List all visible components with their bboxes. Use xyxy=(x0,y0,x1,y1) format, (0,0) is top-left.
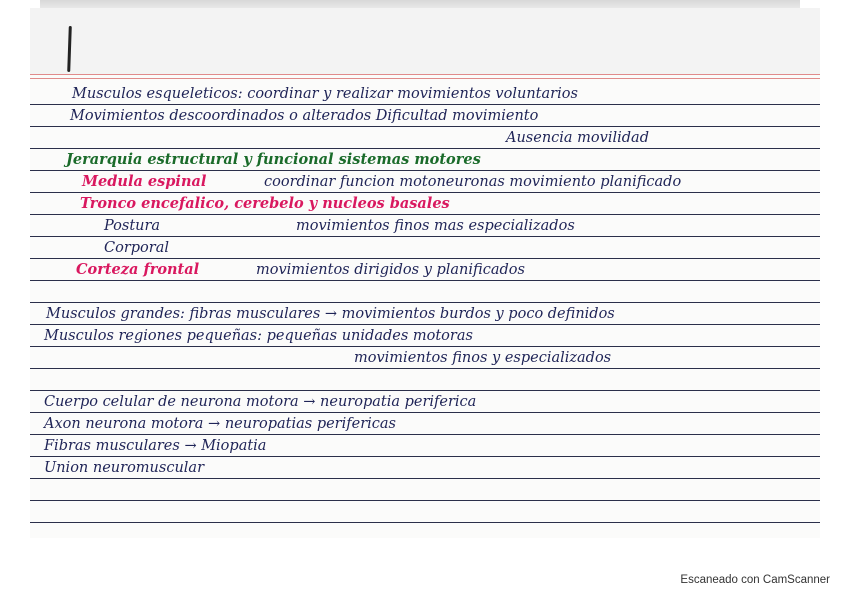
note-line: movimientos finos mas especializados xyxy=(296,218,575,234)
ruled-line xyxy=(30,346,820,347)
note-line: Axon neurona motora → neuropatias perifericas xyxy=(44,416,396,432)
ruled-line xyxy=(30,214,820,215)
note-line: Musculos grandes: fibras musculares → movimientos burdos y poco definidos xyxy=(46,306,615,322)
ruled-line xyxy=(30,500,820,501)
ruled-line xyxy=(30,258,820,259)
ruled-line xyxy=(30,280,820,281)
ruled-line xyxy=(30,412,820,413)
note-line: Musculos esqueleticos: coordinar y realizar movimientos voluntarios xyxy=(72,86,578,102)
ruled-line xyxy=(30,390,820,391)
ruled-line xyxy=(30,192,820,193)
notebook-paper xyxy=(30,8,820,538)
note-line: Cuerpo celular de neurona motora → neuropatia periferica xyxy=(44,394,477,410)
header-margin xyxy=(30,8,820,74)
note-heading: Jerarquia estructural y funcional sistemas motores xyxy=(66,151,481,168)
note-line: Ausencia movilidad xyxy=(506,130,649,146)
note-line: Fibras musculares → Miopatia xyxy=(44,438,267,454)
note-line: Musculos regiones pequeñas: pequeñas unidades motoras xyxy=(44,328,473,344)
red-margin-line xyxy=(30,74,820,75)
note-term: Medula espinal xyxy=(82,173,207,190)
ruled-line xyxy=(30,478,820,479)
note-line: Postura xyxy=(104,218,161,234)
note-line: coordinar funcion motoneuronas movimiento planificado xyxy=(264,174,682,190)
note-line: movimientos finos y especializados xyxy=(354,350,612,366)
ruled-line xyxy=(30,434,820,435)
note-line: Union neuromuscular xyxy=(44,460,204,476)
ruled-line xyxy=(30,302,820,303)
note-term: Corteza frontal xyxy=(76,261,200,278)
ruled-line xyxy=(30,324,820,325)
ruled-line xyxy=(30,126,820,127)
note-line: Corporal xyxy=(104,240,169,256)
ruled-line xyxy=(30,456,820,457)
ruled-line xyxy=(30,148,820,149)
note-line: movimientos dirigidos y planificados xyxy=(256,262,525,278)
note-term: Tronco encefalico, cerebelo y nucleos basales xyxy=(80,195,450,212)
ruled-line xyxy=(30,522,820,523)
ruled-line xyxy=(30,170,820,171)
ruled-line xyxy=(30,236,820,237)
ruled-line xyxy=(30,104,820,105)
ruled-line xyxy=(30,368,820,369)
red-margin-line xyxy=(30,78,820,79)
note-line: Movimientos descoordinados o alterados Dificultad movimiento xyxy=(70,108,539,124)
camscanner-watermark: Escaneado con CamScanner xyxy=(680,574,830,586)
